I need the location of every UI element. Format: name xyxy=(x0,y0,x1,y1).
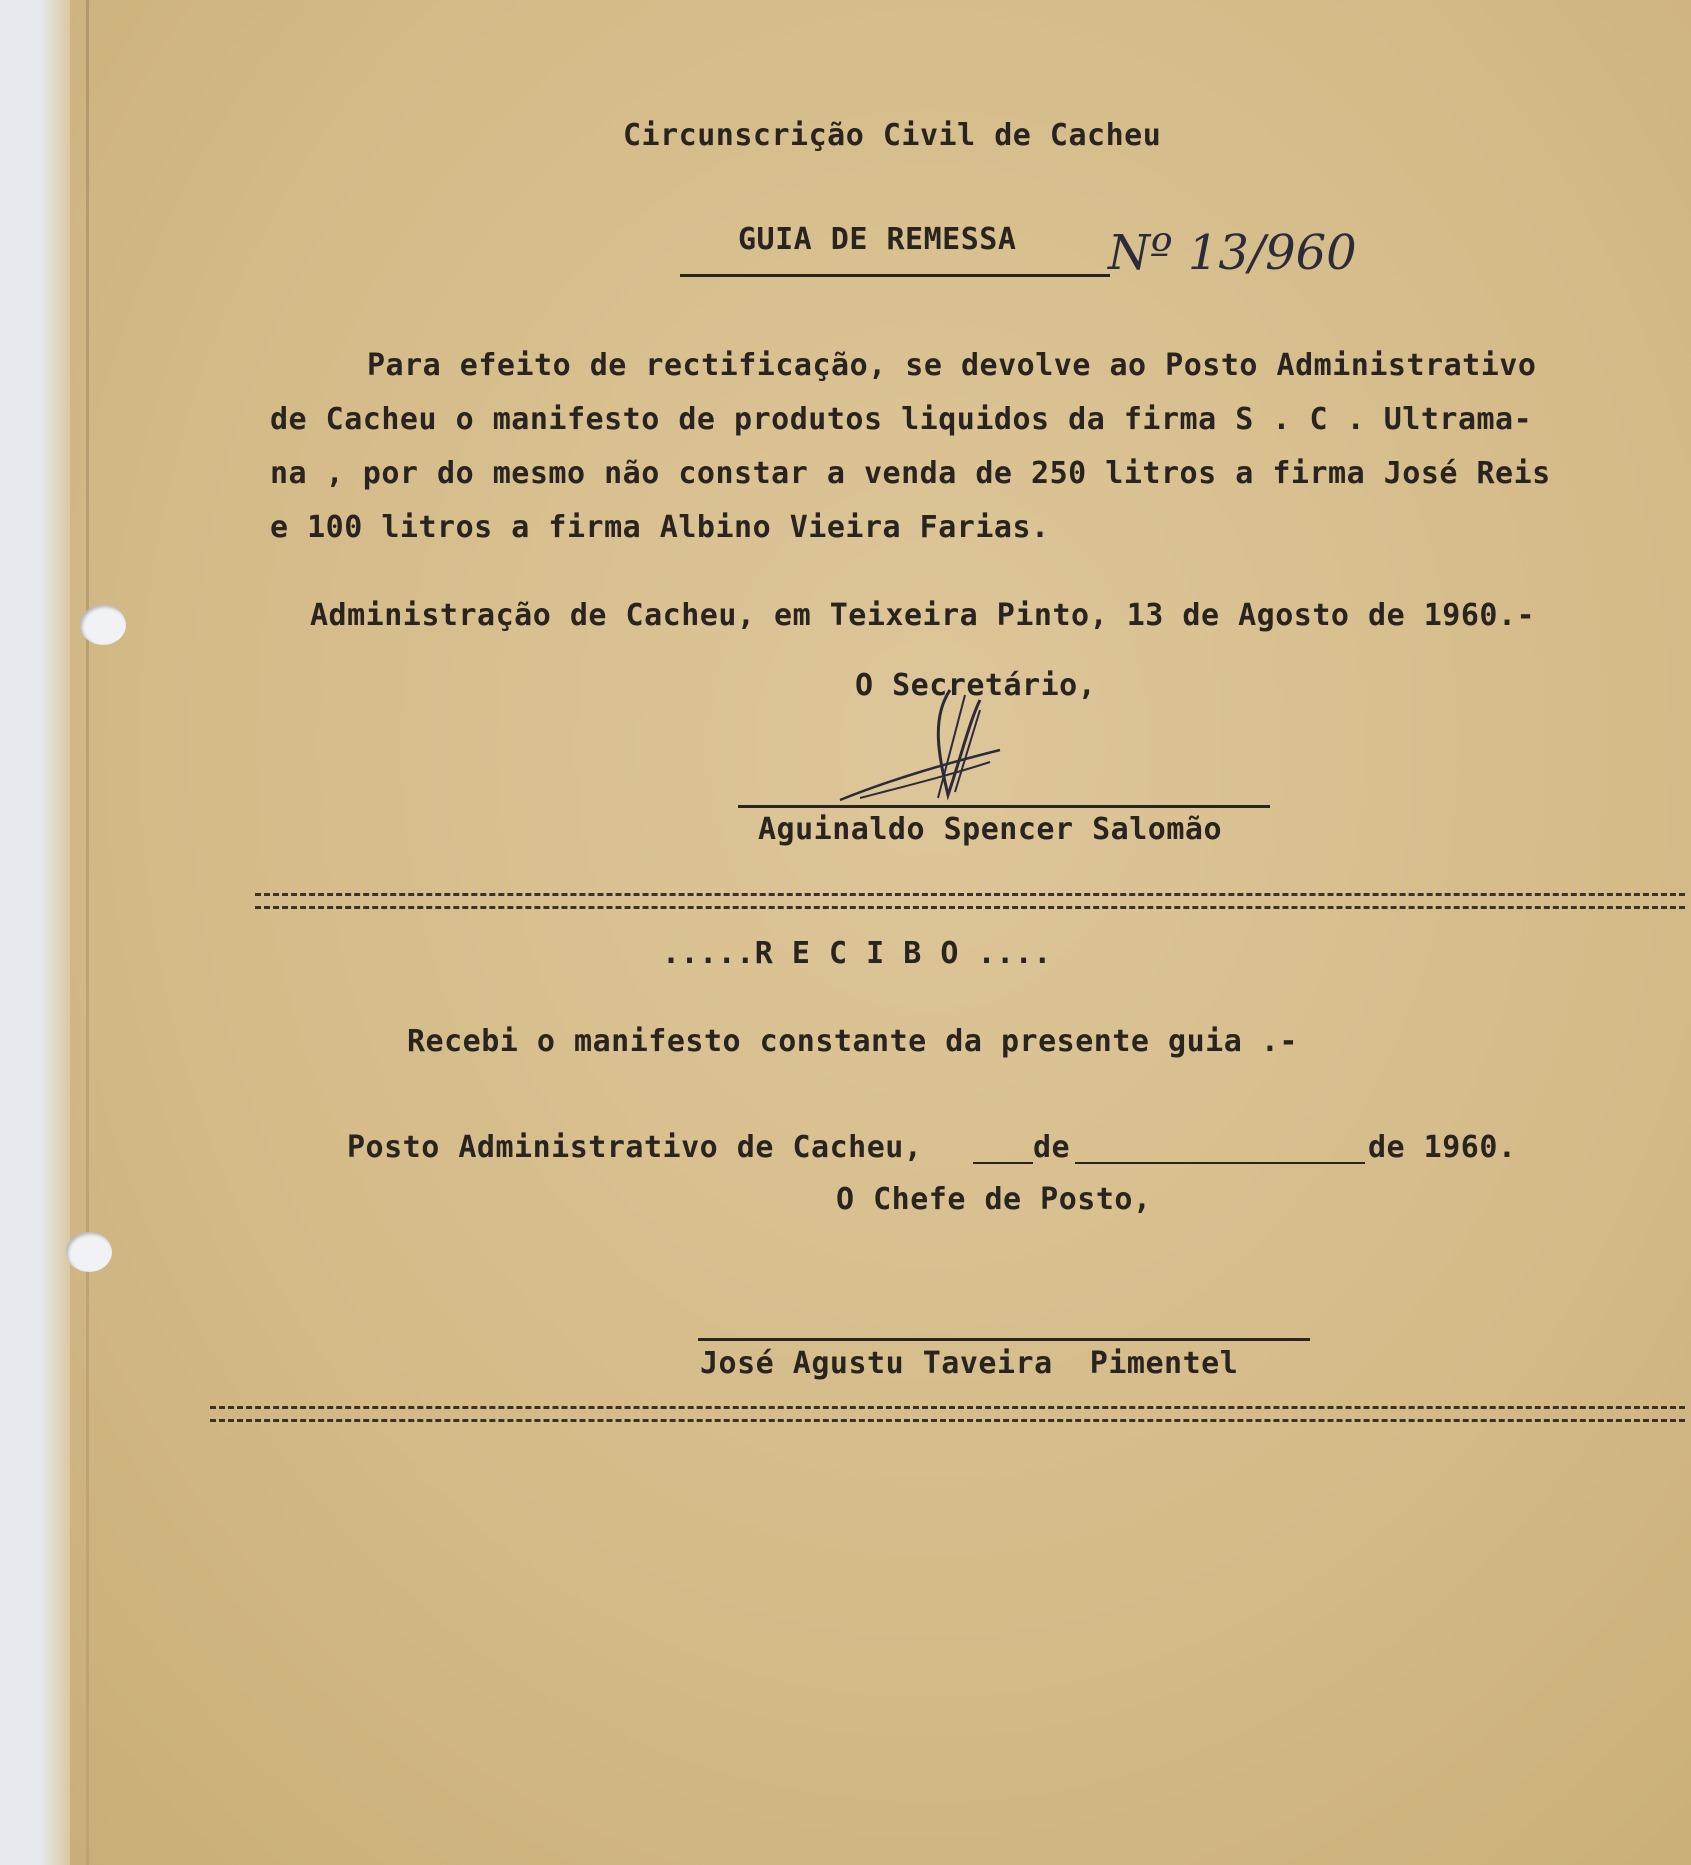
chief-name: José Agustu Taveira Pimentel xyxy=(700,1346,1239,1381)
receipt-de-1: de xyxy=(1033,1130,1071,1165)
body-line: na , por do mesmo não constar a venda de 250 litros a firma José Reis xyxy=(270,456,1551,491)
guide-title: GUIA DE REMESSA xyxy=(738,222,1017,257)
fold-line xyxy=(86,0,89,1865)
header-title: Circunscrição Civil de Cacheu xyxy=(623,118,1162,153)
scan-margin xyxy=(0,0,70,1865)
punch-hole xyxy=(80,605,126,645)
secretary-name: Aguinaldo Spencer Salomão xyxy=(758,812,1223,847)
chief-signature-line xyxy=(698,1338,1310,1341)
body-line: de Cacheu o manifesto de produtos liquidos da firma S . C . Ultrama- xyxy=(270,402,1533,437)
signature-line xyxy=(738,805,1270,808)
bottom-divider xyxy=(210,1406,1685,1422)
receipt-de-2: de 1960. xyxy=(1368,1130,1517,1165)
punch-hole xyxy=(66,1232,112,1272)
section-divider xyxy=(255,893,1685,909)
chief-title: O Chefe de Posto, xyxy=(836,1182,1152,1217)
day-blank-line xyxy=(973,1162,1033,1164)
secretary-title: O Secretário, xyxy=(855,668,1097,703)
month-blank-line xyxy=(1075,1162,1365,1164)
body-line: Para efeito de rectificação, se devolve ao Posto Administrativo xyxy=(367,348,1537,383)
secretary-signature xyxy=(830,680,1070,810)
place-date: Administração de Cacheu, em Teixeira Pinto, 13 de Agosto de 1960.- xyxy=(310,598,1536,633)
guide-number-handwritten: Nº 13/960 xyxy=(1108,225,1357,281)
guide-title-underline xyxy=(680,274,1110,277)
body-line: e 100 litros a firma Albino Vieira Farias. xyxy=(270,510,1050,545)
receipt-title: .....R E C I B O .... xyxy=(662,936,1052,971)
receipt-place: Posto Administrativo de Cacheu, xyxy=(347,1130,923,1165)
receipt-text: Recebi o manifesto constante da presente guia .- xyxy=(407,1024,1298,1059)
